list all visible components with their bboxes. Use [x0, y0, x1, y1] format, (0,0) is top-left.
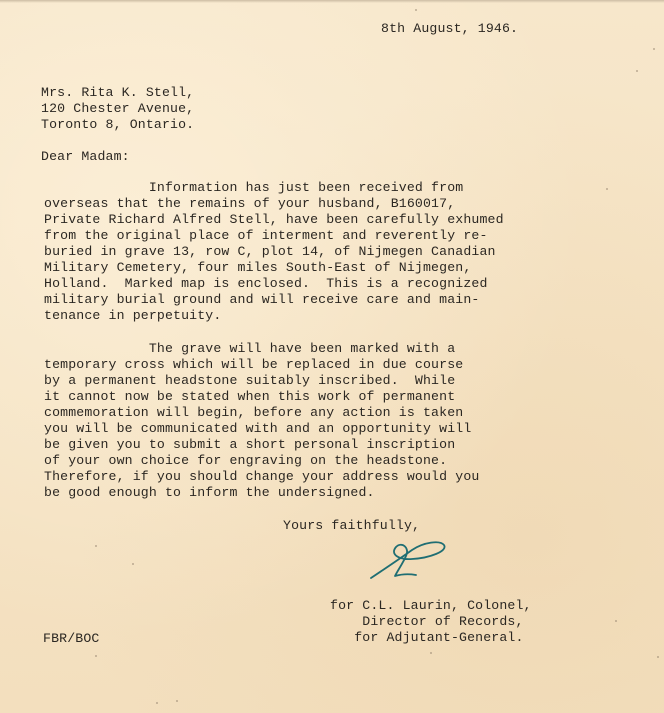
paper-speck	[95, 545, 97, 547]
reference-initials: FBR/BOC	[43, 631, 100, 646]
scan-edge	[0, 0, 664, 3]
paragraph-line: Private Richard Alfred Stell, have been carefully exhumed	[44, 212, 504, 227]
letter-date: 8th August, 1946.	[381, 21, 519, 36]
paragraph-line: from the original place of interment and reverently re-	[44, 228, 488, 243]
paragraph-line: military burial ground and will receive care and main-	[44, 292, 480, 307]
paragraph-line: temporary cross which will be replaced in due course	[44, 357, 464, 372]
address-line: 120 Chester Avenue,	[41, 101, 195, 116]
paragraph-line: Holland. Marked map is enclosed. This is a recognized	[44, 276, 488, 291]
paragraph-line: tenance in perpetuity.	[44, 308, 222, 323]
paragraph-line: buried in grave 13, row C, plot 14, of Nijmegen Canadian	[44, 244, 496, 259]
paper-speck	[156, 702, 158, 704]
paper-speck	[615, 620, 617, 622]
paper-speck	[606, 188, 608, 190]
address-line: Mrs. Rita K. Stell,	[41, 85, 195, 100]
signature-icon	[368, 538, 448, 582]
paper-speck	[657, 656, 659, 658]
signatory-line: for Adjutant-General.	[330, 630, 524, 645]
paper-speck	[95, 655, 97, 657]
paragraph-line: Therefore, if you should change your address would you	[44, 469, 480, 484]
paragraph-line: it cannot now be stated when this work of permanent	[44, 389, 456, 404]
paper-speck	[132, 563, 134, 565]
paragraph-line: Military Cemetery, four miles South-East of Nijmegen,	[44, 260, 472, 275]
paragraph-line: overseas that the remains of your husband, B160017,	[44, 196, 456, 211]
paragraph-line: Information has just been received from	[44, 180, 464, 195]
signatory-line: Director of Records,	[330, 614, 524, 629]
paragraph-line: of your own choice for engraving on the headstone.	[44, 453, 448, 468]
address-line: Toronto 8, Ontario.	[41, 117, 195, 132]
paper-speck	[176, 700, 178, 702]
paragraph-line: be given you to submit a short personal inscription	[44, 437, 456, 452]
salutation: Dear Madam:	[41, 149, 130, 164]
paragraph-line: The grave will have been marked with a	[44, 341, 456, 356]
paper-speck	[636, 70, 638, 72]
closing: Yours faithfully,	[283, 518, 421, 533]
paragraph-line: commemoration will begin, before any action is taken	[44, 405, 464, 420]
signatory-line: for C.L. Laurin, Colonel,	[330, 598, 532, 613]
paper-speck	[415, 9, 417, 11]
paper-speck	[653, 48, 655, 50]
paragraph-line: by a permanent headstone suitably inscribed. While	[44, 373, 456, 388]
paragraph-line: be good enough to inform the undersigned.	[44, 485, 375, 500]
paragraph-line: you will be communicated with and an opportunity will	[44, 421, 472, 436]
paper-speck	[430, 652, 432, 654]
